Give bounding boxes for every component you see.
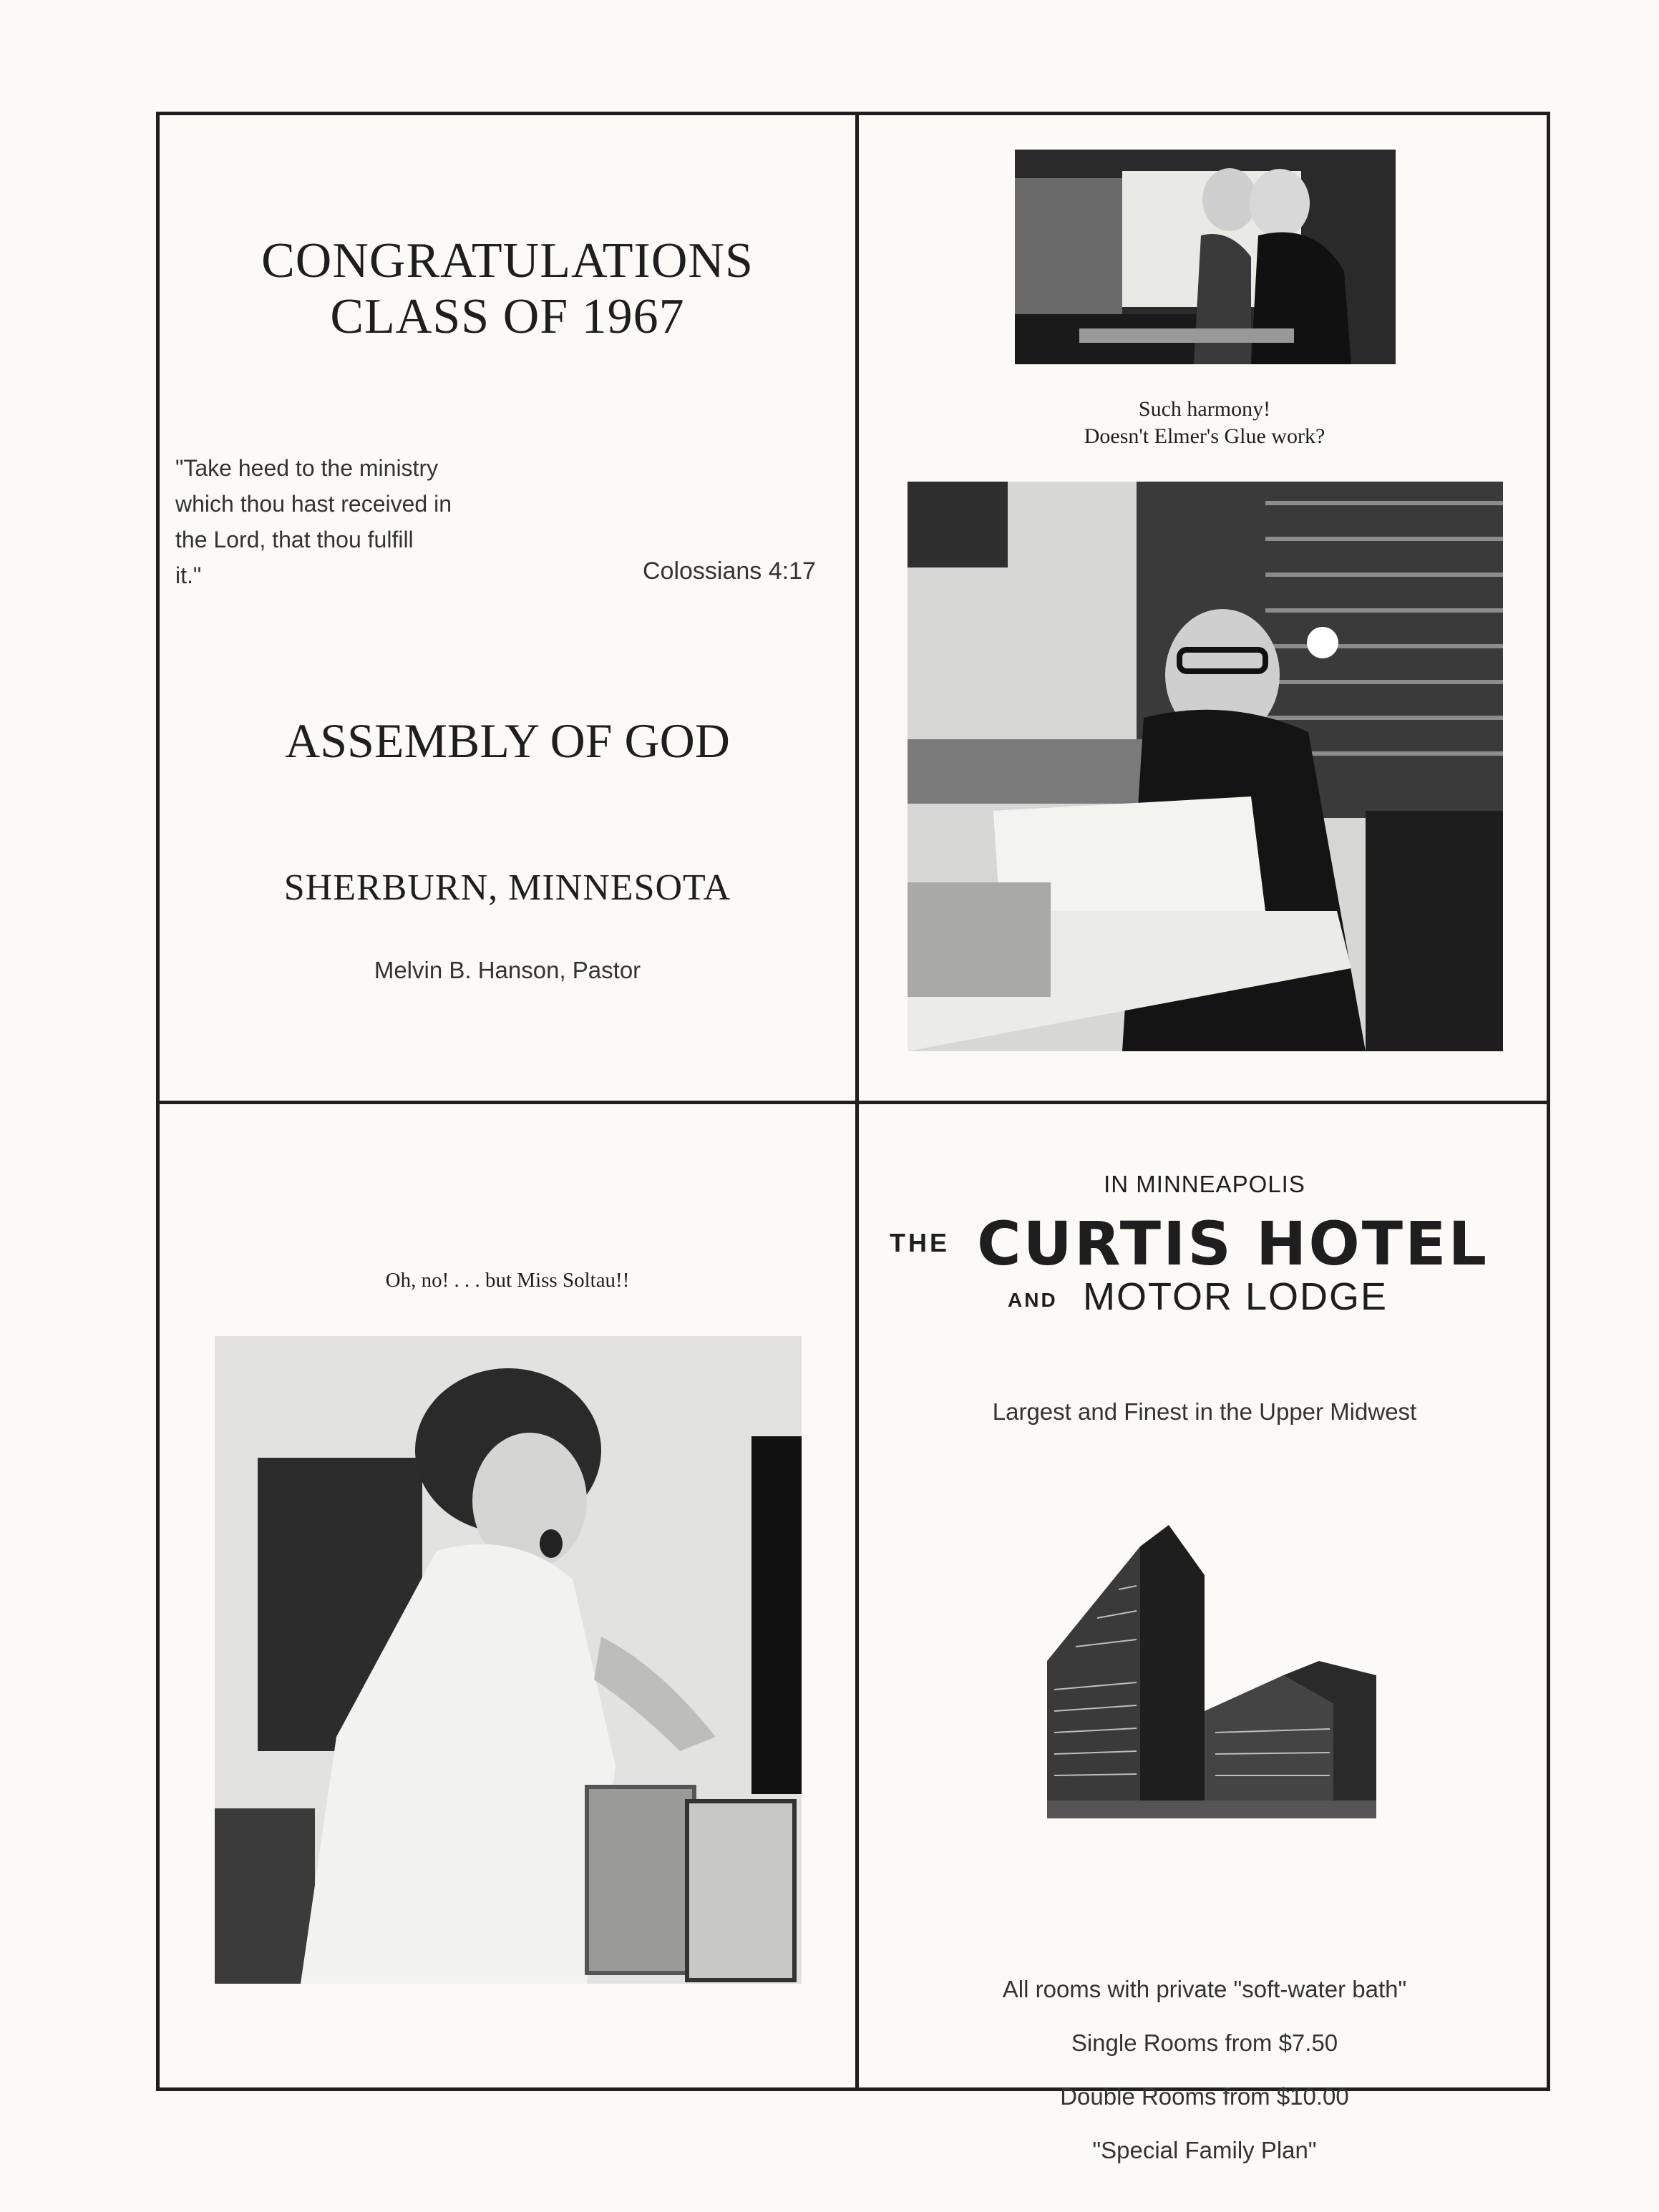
scripture-quote: "Take heed to the ministry which thou hast received in the Lord, that thou fulfill it.": [175, 455, 452, 588]
hotel-tagline: Largest and Finest in the Upper Midwest: [992, 1398, 1417, 1425]
congratulations-headline: CONGRATULATIONS CLASS OF 1967: [261, 233, 754, 344]
horizontal-divider: [160, 1101, 1547, 1104]
photo-piano-duo: [1015, 150, 1396, 364]
hotel-name-sub: MOTOR LODGE: [1083, 1275, 1388, 1318]
ad-location: IN MINNEAPOLIS: [1104, 1171, 1305, 1197]
building-icon: [1047, 1518, 1376, 1818]
photo-startled-woman: [215, 1336, 802, 1984]
church-city: SHERBURN, MINNESOTA: [283, 867, 731, 908]
hotel-feature-double: Double Rooms from $10.00: [1060, 2083, 1349, 2110]
hotel-feature-single: Single Rooms from $7.50: [1071, 2030, 1338, 2056]
pastor-name: Melvin B. Hanson, Pastor: [374, 957, 641, 983]
church-name: ASSEMBLY OF GOD: [285, 713, 730, 768]
hotel-name: CURTIS HOTEL: [977, 1209, 1489, 1279]
hotel-feature-family: "Special Family Plan": [1092, 2137, 1317, 2163]
hotel-feature-bath: All rooms with private "soft-water bath": [1002, 1976, 1407, 2002]
hotel-building-illustration: [1047, 1518, 1376, 1818]
hotel-name-prefix: THE: [890, 1228, 950, 1257]
hotel-name-and: AND: [1008, 1289, 1058, 1311]
soltau-photo-caption: Oh, no! . . . but Miss Soltau!!: [385, 1269, 630, 1292]
pastor-desk-image: [908, 482, 1503, 1051]
piano-photo-caption: Such harmony! Doesn't Elmer's Glue work?: [1084, 397, 1325, 448]
page-grid: [156, 112, 1550, 2163]
piano-duo-image: [1015, 150, 1396, 364]
photo-pastor-at-desk: [908, 482, 1503, 1051]
verse-reference: Colossians 4:17: [643, 557, 816, 585]
startled-woman-image: [215, 1336, 802, 1984]
